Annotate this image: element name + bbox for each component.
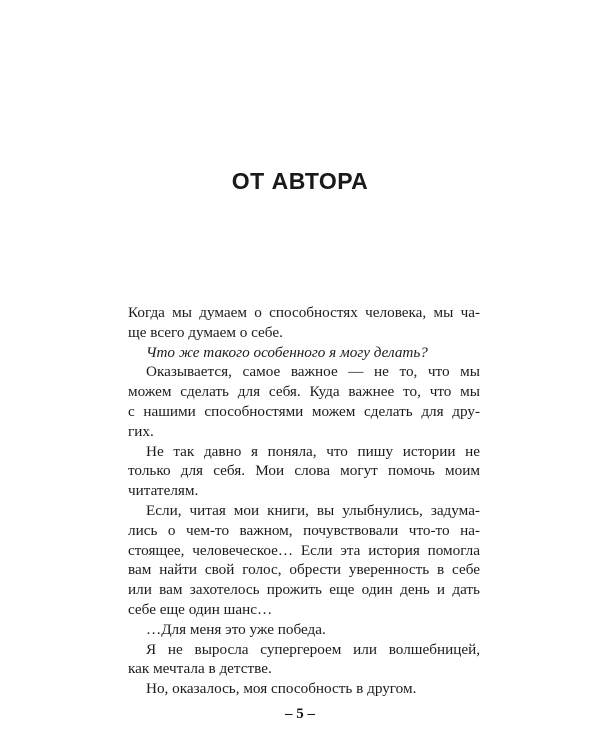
page-number: – 5 – (285, 706, 315, 722)
text-line: как мечтала в детстве. (128, 660, 272, 678)
body-text (128, 303, 480, 699)
text-line: Но, оказалось, моя способность в другом. (146, 680, 417, 698)
text-line: или вам захотелось прожить еще один день и дать (128, 581, 480, 599)
text-line: …Для меня это уже победа. (146, 620, 326, 638)
text-line: читателям. (128, 482, 199, 500)
text-line: Если, читая мои книги, вы улыбнулись, задума- (146, 501, 480, 519)
text-line: с нашими способностями можем сделать для дру- (128, 402, 480, 420)
text-line: себе еще один шанс… (128, 600, 273, 618)
text-line: Когда мы думаем о способностях человека, мы ча- (128, 304, 480, 321)
text-line: Не так давно я поняла, что пишу истории не (146, 442, 480, 460)
text-line: можем сделать для себя. Куда важнее то, что мы (128, 383, 480, 401)
text-line-italic: Что же такого особенного я могу делать? (146, 343, 428, 361)
text-line: Оказывается, самое важное — не то, что мы (146, 363, 480, 381)
text-line: вам найти свой голос, обрести уверенность в себе (128, 561, 480, 579)
text-line: Я не выросла супергероем или волшебницей, (146, 640, 480, 658)
text-line: лись о чем-то важном, почувствовали что-то на- (128, 521, 480, 539)
text-line: только для себя. Мои слова могут помочь моим (128, 462, 480, 480)
text-line: стоящее, человеческое… Если эта история помогла (128, 541, 480, 559)
text-line: ще всего думаем о себе. (128, 323, 283, 341)
text-line: гих. (128, 422, 154, 440)
chapter-title: ОТ АВТОРА (231, 168, 369, 194)
